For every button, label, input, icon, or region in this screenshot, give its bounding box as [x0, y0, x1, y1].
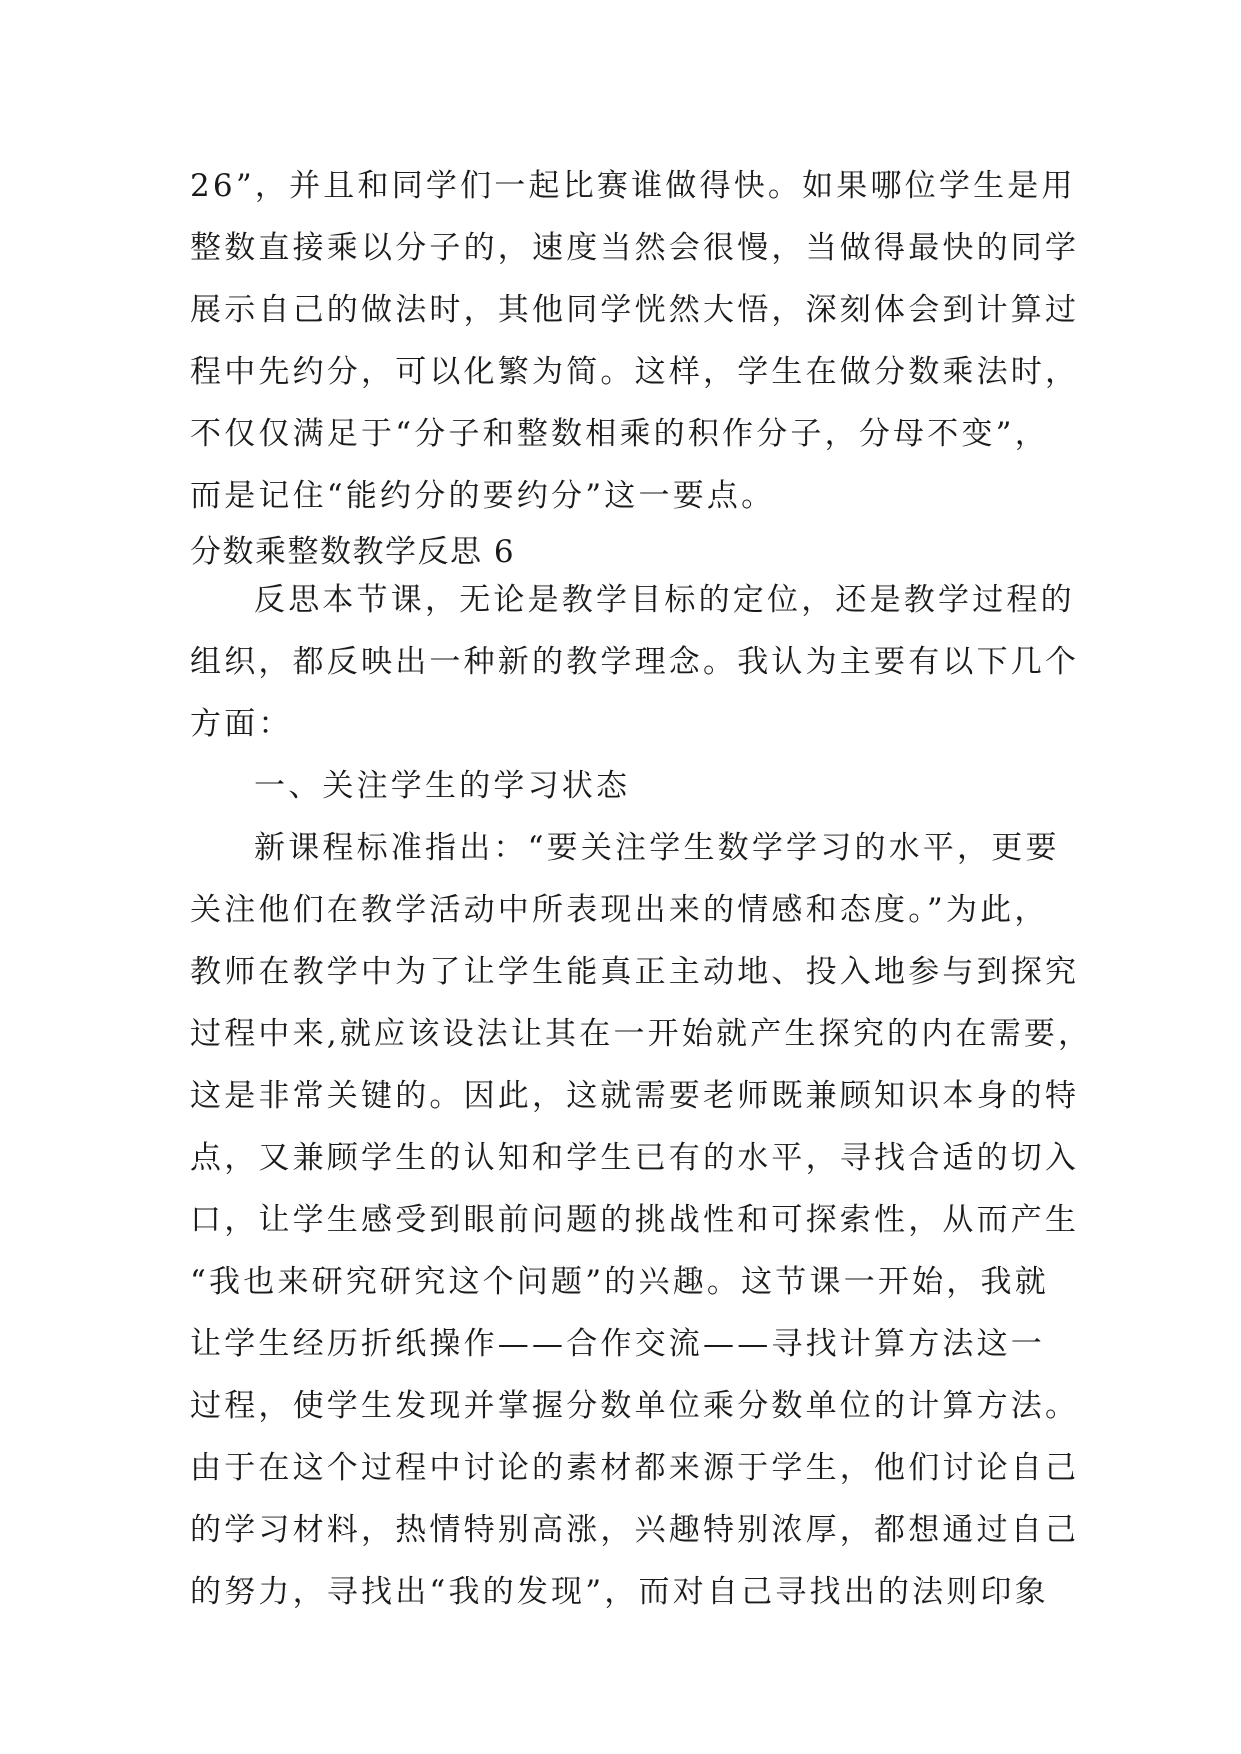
paragraph-line: 这是非常关键的。因此，这就需要老师既兼顾知识本身的特 [190, 1078, 1080, 1114]
paragraph-line: 由于在这个过程中讨论的素材都来源于学生，他们讨论自己 [190, 1450, 1080, 1486]
paragraph-line: 的努力，寻找出“我的发现”，而对自己寻找出的法则印象 [190, 1574, 1049, 1610]
paragraph-line: 过程，使学生发现并掌握分数单位乘分数单位的计算方法。 [190, 1388, 1080, 1424]
paragraph-line: 26”，并且和同学们一起比赛谁做得快。如果哪位学生是用 [190, 168, 1076, 204]
paragraph-line: 过程中来,就应该设法让其在一开始就产生探究的内在需要， [190, 1016, 1093, 1052]
paragraph-line: 让学生经历折纸操作——合作交流——寻找计算方法这一 [190, 1326, 1045, 1362]
paragraph-line: 程中先约分，可以化繁为简。这样，学生在做分数乘法时， [190, 354, 1080, 390]
paragraph-line: 组织，都反映出一种新的教学理念。我认为主要有以下几个 [190, 644, 1080, 680]
paragraph-line: 的学习材料，热情特别高涨，兴趣特别浓厚，都想通过自己 [190, 1512, 1080, 1548]
paragraph-line: “我也来研究研究这个问题”的兴趣。这节课一开始，我就 [190, 1264, 1049, 1300]
section-heading: 分数乘整数教学反思 6 [190, 534, 516, 570]
paragraph-line: 新课程标准指出：“要关注学生数学学习的水平，更要 [254, 830, 1060, 866]
paragraph-line: 教师在教学中为了让学生能真正主动地、投入地参与到探究 [190, 954, 1080, 990]
paragraph-line: 反思本节课，无论是教学目标的定位，还是教学过程的 [254, 582, 1075, 618]
paragraph-line: 展示自己的做法时，其他同学恍然大悟，深刻体会到计算过 [190, 292, 1080, 328]
paragraph-line: 不仅仅满足于“分子和整数相乘的积作分子，分母不变”， [190, 416, 1049, 452]
paragraph-line: 整数直接乘以分子的，速度当然会很慢，当做得最快的同学 [190, 230, 1080, 266]
paragraph-line: 而是记住“能约分的要约分”这一要点。 [190, 478, 776, 514]
paragraph-line: 口，让学生感受到眼前问题的挑战性和可探索性，从而产生 [190, 1202, 1080, 1238]
paragraph-line: 点，又兼顾学生的认知和学生已有的水平，寻找合适的切入 [190, 1140, 1080, 1176]
paragraph-line: 关注他们在教学活动中所表现出来的情感和态度。”为此， [190, 892, 1049, 928]
subsection-heading: 一、关注学生的学习状态 [254, 768, 631, 804]
paragraph-line: 方面： [190, 706, 293, 742]
